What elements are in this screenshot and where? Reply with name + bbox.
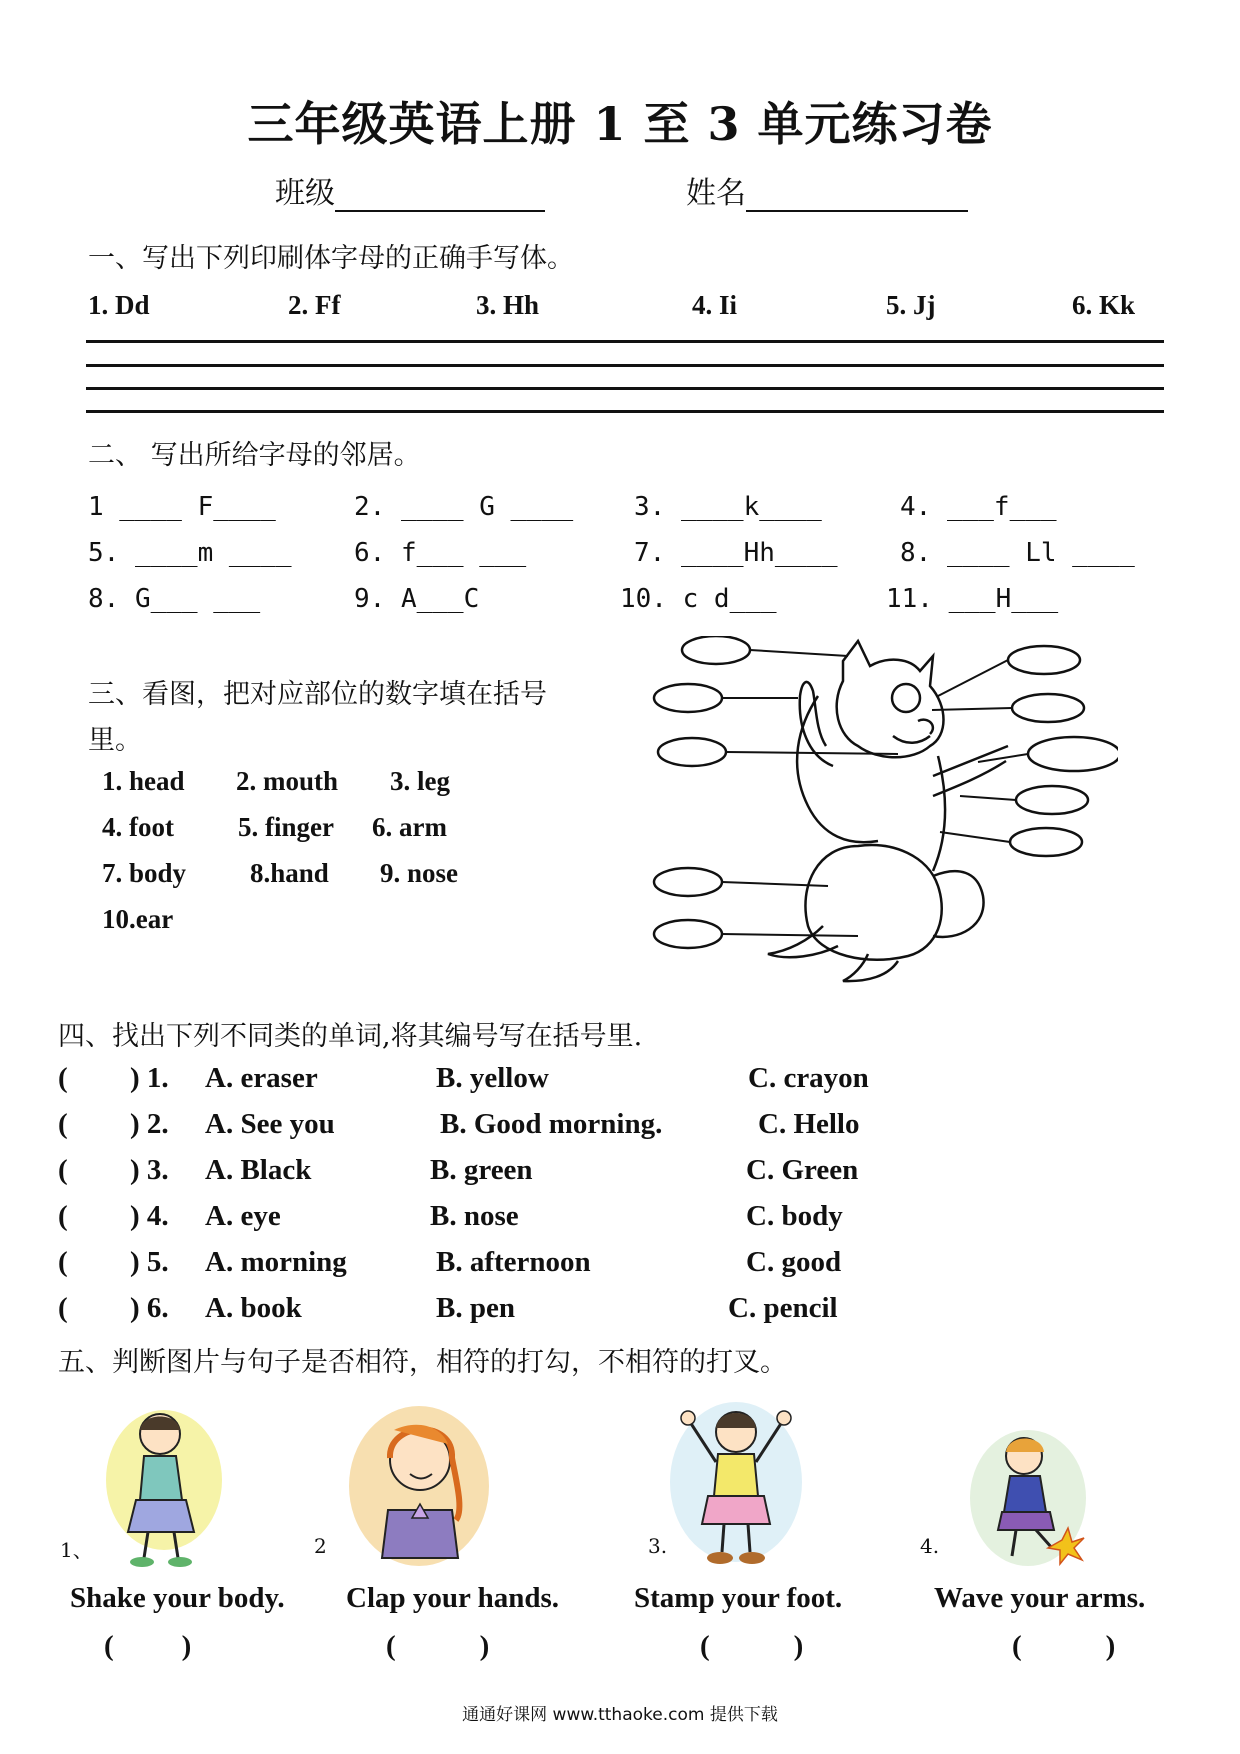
label-oval[interactable] bbox=[1010, 828, 1082, 856]
cat-nose bbox=[918, 720, 933, 734]
option-a: A. eraser bbox=[205, 1062, 318, 1094]
name-blank[interactable] bbox=[746, 180, 968, 212]
body-word: 6. arm bbox=[372, 812, 447, 842]
option-a: A. book bbox=[205, 1292, 302, 1324]
paren-close: ) bbox=[1105, 1630, 1116, 1662]
neighbor-item: 1 ____ F____ bbox=[88, 492, 276, 522]
girl-stamping-foot-image bbox=[966, 1420, 1096, 1570]
cat-mouth bbox=[893, 736, 930, 743]
page-title: 三年级英语上册 1 至 3 单元练习卷 bbox=[247, 97, 993, 151]
section3-heading: 三、看图，把对应部位的数字填在括号 bbox=[88, 679, 547, 710]
girl-shaking-image bbox=[96, 1400, 226, 1570]
class-blank[interactable] bbox=[335, 180, 545, 212]
paren-close: ) bbox=[181, 1630, 192, 1662]
label-oval[interactable] bbox=[1008, 646, 1080, 674]
cat-leg bbox=[768, 926, 838, 957]
answer-paren[interactable] bbox=[104, 1630, 191, 1663]
name-label: 姓名 bbox=[686, 176, 746, 211]
option-b: B. yellow bbox=[436, 1062, 549, 1094]
body-word: 3. leg bbox=[390, 766, 450, 796]
writing-line[interactable] bbox=[86, 364, 1164, 367]
section5-heading: 五、判断图片与句子是否相符，相符的打勾，不相符的打叉。 bbox=[58, 1347, 787, 1378]
item-number: 4. bbox=[920, 1534, 940, 1558]
label-oval[interactable] bbox=[654, 868, 722, 896]
body-word: 2. mouth bbox=[236, 766, 339, 796]
body-word: 9. nose bbox=[380, 858, 459, 888]
paren-open: ( bbox=[104, 1630, 114, 1662]
option-b: B. green bbox=[430, 1154, 533, 1186]
body-word: 4. foot bbox=[102, 812, 174, 842]
label-oval[interactable] bbox=[1012, 694, 1084, 722]
body-word: 8.hand bbox=[250, 858, 329, 888]
paren-close: ) bbox=[479, 1630, 490, 1662]
option-c: C. pencil bbox=[728, 1292, 838, 1324]
writing-line[interactable] bbox=[86, 340, 1164, 343]
option-a: A. Black bbox=[205, 1154, 312, 1186]
question-number: ) 1. bbox=[130, 1062, 169, 1094]
girl-stamping-image bbox=[660, 1392, 810, 1570]
letter-item: 1. Dd bbox=[88, 290, 150, 320]
letter-item: 4. Ii bbox=[692, 290, 738, 320]
option-c: C. good bbox=[746, 1246, 842, 1278]
label-oval[interactable] bbox=[1028, 737, 1118, 771]
option-b: B. afternoon bbox=[436, 1246, 591, 1278]
answer-paren[interactable]: ( bbox=[58, 1154, 68, 1186]
sentence: Clap your hands. bbox=[346, 1582, 560, 1614]
answer-paren[interactable] bbox=[1012, 1630, 1115, 1663]
writing-line[interactable] bbox=[86, 410, 1164, 413]
body-word: 10.ear bbox=[102, 904, 174, 934]
label-oval[interactable] bbox=[658, 738, 726, 766]
label-oval[interactable] bbox=[1016, 786, 1088, 814]
sentence: Wave your arms. bbox=[934, 1582, 1146, 1614]
writing-line[interactable] bbox=[86, 387, 1164, 390]
section2-heading: 二、 写出所给字母的邻居。 bbox=[88, 440, 421, 471]
class-field[interactable] bbox=[275, 168, 545, 212]
sentence: Shake your body. bbox=[70, 1582, 285, 1614]
name-field[interactable] bbox=[686, 168, 968, 212]
answer-paren[interactable] bbox=[386, 1630, 489, 1663]
question-number: ) 5. bbox=[130, 1246, 169, 1278]
section4-heading: 四、找出下列不同类的单词,将其编号写在括号里. bbox=[58, 1021, 643, 1052]
paren-close: ) bbox=[793, 1630, 804, 1662]
letter-item: 5. Jj bbox=[886, 290, 936, 320]
answer-paren[interactable]: ( bbox=[58, 1246, 68, 1278]
class-label: 班级 bbox=[275, 176, 335, 211]
item-number: 3. bbox=[648, 1534, 668, 1558]
answer-paren[interactable]: ( bbox=[58, 1292, 68, 1324]
option-b: B. pen bbox=[436, 1292, 515, 1324]
paren-open: ( bbox=[386, 1630, 396, 1662]
section3-heading-cont: 里。 bbox=[88, 725, 142, 756]
answer-paren[interactable] bbox=[700, 1630, 803, 1663]
paren-open: ( bbox=[700, 1630, 710, 1662]
question-number: ) 6. bbox=[130, 1292, 169, 1324]
item-number: 2 bbox=[314, 1534, 327, 1558]
letter-item: 3. Hh bbox=[476, 290, 540, 320]
answer-paren[interactable]: ( bbox=[58, 1108, 68, 1140]
option-b: B. Good morning. bbox=[440, 1108, 663, 1140]
answer-paren[interactable]: ( bbox=[58, 1200, 68, 1232]
option-b: B. nose bbox=[430, 1200, 519, 1232]
option-c: C. body bbox=[746, 1200, 843, 1232]
neighbor-item: 8. ____ Ll ____ bbox=[900, 538, 1135, 568]
neighbor-item: 11. ___H___ bbox=[886, 584, 1059, 614]
cat-diagram bbox=[648, 636, 1118, 986]
section1-heading: 一、写出下列印刷体字母的正确手写体。 bbox=[88, 243, 574, 274]
option-c: C. Green bbox=[746, 1154, 859, 1186]
neighbor-item: 5. ____m ____ bbox=[88, 538, 292, 568]
cat-eye bbox=[892, 684, 920, 712]
answer-paren[interactable]: ( bbox=[58, 1062, 68, 1094]
option-a: A. eye bbox=[205, 1200, 281, 1232]
neighbor-item: 6. f___ ___ bbox=[354, 538, 527, 568]
option-c: C. Hello bbox=[758, 1108, 860, 1140]
body-word: 5. finger bbox=[238, 812, 334, 842]
option-c: C. crayon bbox=[748, 1062, 869, 1094]
option-a: A. See you bbox=[205, 1108, 335, 1140]
girl-clapping-image bbox=[344, 1400, 494, 1570]
label-oval[interactable] bbox=[654, 684, 722, 712]
label-oval[interactable] bbox=[654, 920, 722, 948]
letter-item: 2. Ff bbox=[288, 290, 341, 320]
option-a: A. morning bbox=[205, 1246, 347, 1278]
item-number: 1、 bbox=[60, 1538, 93, 1562]
neighbor-item: 10. c d___ bbox=[620, 584, 777, 614]
neighbor-item: 8. G___ ___ bbox=[88, 584, 261, 614]
label-oval[interactable] bbox=[682, 636, 750, 664]
question-number: ) 4. bbox=[130, 1200, 169, 1232]
letter-item: 6. Kk bbox=[1072, 290, 1136, 320]
question-number: ) 3. bbox=[130, 1154, 169, 1186]
cat-body bbox=[805, 845, 941, 960]
neighbor-item: 9. A___C bbox=[354, 584, 480, 614]
body-word: 7. body bbox=[102, 858, 187, 888]
neighbor-item: 7. ____Hh____ bbox=[634, 538, 838, 568]
sentence: Stamp your foot. bbox=[634, 1582, 843, 1614]
neighbor-item: 4. ___f___ bbox=[900, 492, 1057, 522]
footer-credit: 通通好课网 www.tthaoke.com 提供下载 bbox=[462, 1705, 778, 1725]
cat-head bbox=[837, 641, 944, 757]
neighbor-item: 2. ____ G ____ bbox=[354, 492, 574, 522]
body-word: 1. head bbox=[102, 766, 185, 796]
question-number: ) 2. bbox=[130, 1108, 169, 1140]
paren-open: ( bbox=[1012, 1630, 1022, 1662]
neighbor-item: 3. ____k____ bbox=[634, 492, 822, 522]
